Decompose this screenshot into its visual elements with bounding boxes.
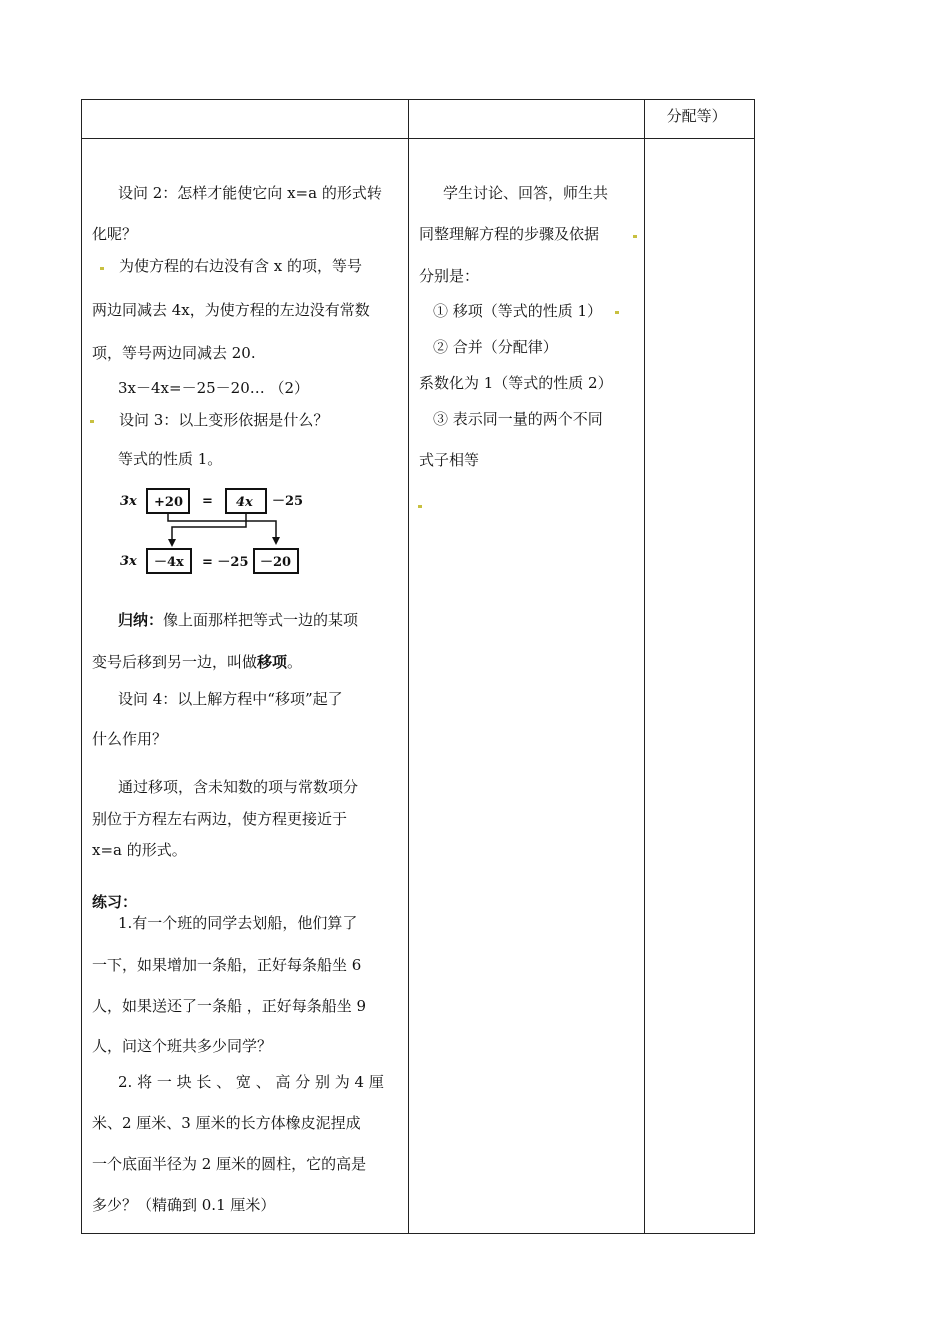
diagram-row1-box1: +20 — [154, 495, 183, 510]
header-cell-3 — [644, 100, 754, 139]
highlight-mark — [418, 505, 422, 508]
paragraph-1-line3: 项，等号两边同减去 20. — [92, 344, 256, 362]
answer-4-line3: x=a 的形式。 — [92, 841, 187, 859]
practice-label: 练习： — [92, 893, 138, 911]
lesson-table — [81, 99, 755, 1234]
question-4-line1: 设问 4：以上解方程中“移项”起了 — [118, 690, 343, 708]
diagram-row2-box1: －4x — [154, 555, 184, 570]
student-line1: 学生讨论、回答，师生共 — [442, 184, 608, 202]
step-4-line2: 式子相等 — [418, 451, 479, 469]
diagram-arrow-2 — [172, 513, 246, 541]
diagram-row1-eq: = — [202, 494, 213, 509]
exercise-1-line3: 人，如果送还了一条船 ，正好每条船坐 9 — [92, 997, 367, 1015]
student-activity-cell — [408, 139, 644, 1234]
diagram-arrow-1 — [168, 513, 276, 539]
diagram-arrowhead-2 — [168, 539, 176, 547]
summary-term: 移项 — [257, 653, 288, 671]
paragraph-1-line1: 为使方程的右边没有含 x 的项，等号 — [119, 257, 362, 275]
step-4-line1: ③ 表示同一量的两个不同 — [432, 410, 603, 428]
question-2-line2: 化呢？ — [92, 225, 138, 243]
highlight-mark — [90, 420, 94, 423]
diagram-arrowhead-1 — [272, 537, 280, 545]
step-1: ① 移项（等式的性质 1） — [432, 302, 603, 320]
exercise-1-line2: 一下，如果增加一条船，正好每条船坐 6 — [92, 956, 362, 974]
diagram-row1-left: 3x — [120, 494, 137, 509]
step-3: 系数化为 1（等式的性质 2） — [418, 374, 613, 392]
summary-label: 归纳： — [118, 611, 164, 629]
answer-4-line1: 通过移项，含未知数的项与常数项分 — [118, 778, 359, 796]
answer-3: 等式的性质 1。 — [118, 450, 223, 468]
table-row-main — [82, 139, 755, 1234]
student-line2: 同整理解方程的步骤及依据 — [418, 225, 599, 243]
question-4-line2: 什么作用？ — [92, 730, 168, 748]
answer-4-line2: 别位于方程左右两边，使方程更接近于 — [92, 810, 348, 828]
diagram-row1-box2: 4x — [236, 495, 253, 510]
summary-text-a: 变号后移到另一边，叫做 — [92, 653, 258, 671]
notes-cell — [644, 139, 754, 1234]
exercise-2-line4: 多少？（精确到 0.1 厘米） — [92, 1196, 276, 1214]
header-col3-text: 分配等） — [666, 107, 727, 125]
teacher-activity-cell — [82, 139, 409, 1234]
header-cell-2 — [408, 100, 644, 139]
transposition-diagram — [118, 487, 308, 587]
diagram-row1-right: －25 — [272, 494, 304, 509]
diagram-row2-left: 3x — [120, 554, 137, 569]
exercise-1-line4: 人，问这个班共多少同学？ — [92, 1037, 273, 1055]
summary-text-b: 。 — [287, 653, 303, 671]
diagram-row2-mid: = －25 — [202, 555, 249, 570]
step-2: ② 合并（分配律） — [432, 338, 558, 356]
summary-text: 像上面那样把等式一边的某项 — [163, 611, 359, 629]
student-line3: 分别是： — [418, 267, 479, 285]
exercise-2-line1: 2. 将 一 块 长 、 宽 、 高 分 别 为 4 厘 — [118, 1073, 384, 1091]
table-row-header — [82, 100, 755, 139]
exercise-2-line2: 米、2 厘米、3 厘米的长方体橡皮泥捏成 — [92, 1114, 361, 1132]
question-3: 设问 3：以上变形依据是什么？ — [119, 411, 329, 429]
exercise-1-line1: 1.有一个班的同学去划船，他们算了 — [118, 914, 358, 932]
summary-line2 — [92, 651, 302, 672]
summary-line1 — [118, 609, 358, 630]
question-2-line1: 设问 2：怎样才能使它向 x=a 的形式转 — [118, 184, 382, 202]
highlight-mark — [615, 311, 619, 314]
highlight-mark — [633, 235, 637, 238]
paragraph-1-line2: 两边同减去 4x，为使方程的左边没有常数 — [92, 301, 370, 319]
header-cell-1 — [82, 100, 409, 139]
diagram-row2-box2: －20 — [260, 555, 292, 570]
equation-2: 3x－4x=－25－20… （2） — [118, 379, 310, 397]
highlight-mark — [100, 267, 104, 270]
exercise-2-line3: 一个底面半径为 2 厘米的圆柱，它的高是 — [92, 1155, 367, 1173]
